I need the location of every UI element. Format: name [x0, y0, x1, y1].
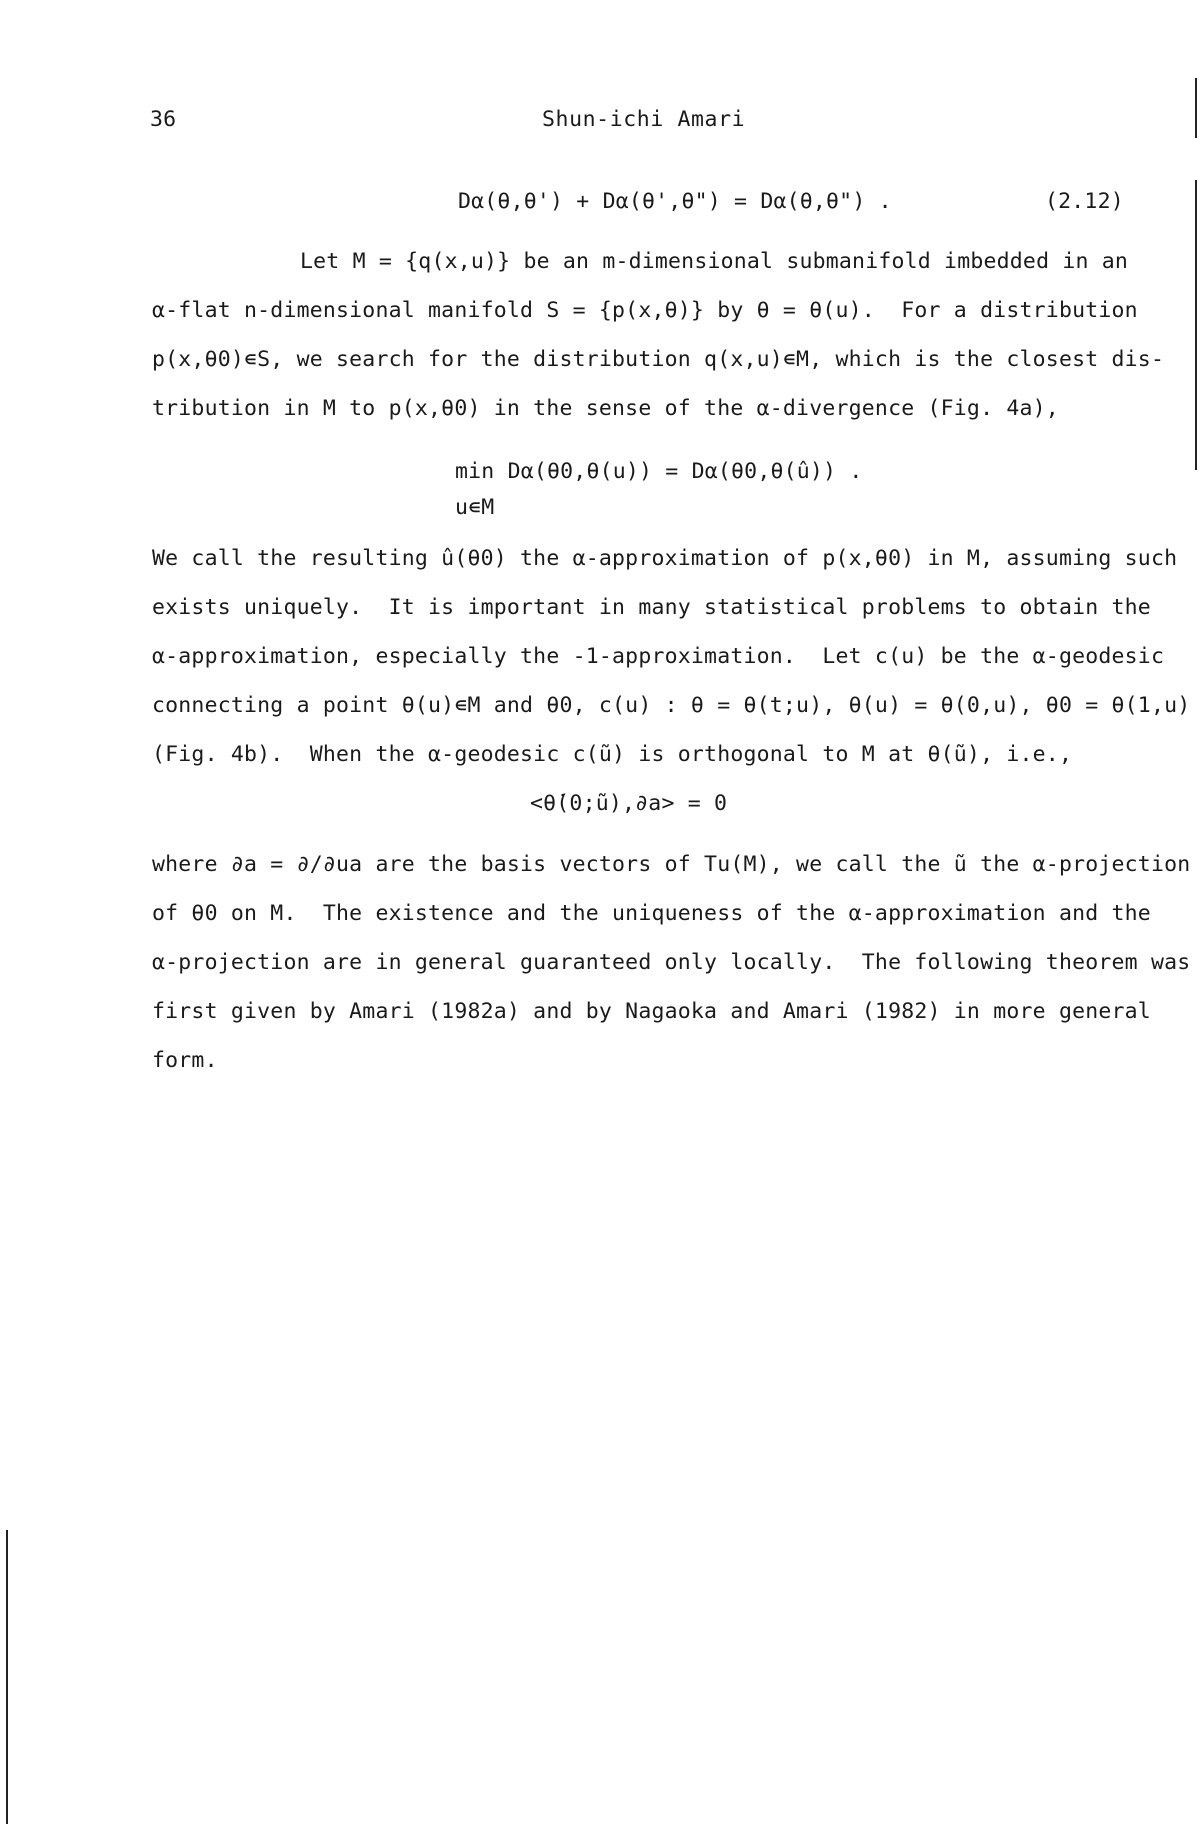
paragraph-3-line: form.: [152, 1048, 218, 1073]
page-number: 36: [150, 107, 177, 132]
equation-number: (2.12): [1045, 189, 1124, 214]
running-head: Shun-ichi Amari: [542, 107, 746, 132]
paragraph-2-line: exists uniquely. It is important in many statistical problems to obtain the: [152, 595, 1151, 620]
paragraph-2-line: α-approximation, especially the -1-approximation. Let c(u) be the α-geodesic: [152, 644, 1165, 669]
orthogonality-equation: <θ̇(0;ũ),∂a> = 0: [530, 791, 728, 816]
scan-edge-mark: [6, 1530, 8, 1824]
paragraph-3-line: of θ0 on M. The existence and the uniqueness of the α-approximation and the: [152, 901, 1151, 926]
paragraph-3-line: first given by Amari (1982a) and by Nagaoka and Amari (1982) in more general: [152, 999, 1151, 1024]
paragraph-3-line: where ∂a = ∂/∂ua are the basis vectors of Tu(M), we call the ũ the α-projection: [152, 852, 1191, 877]
paragraph-2-line: connecting a point θ(u)∊M and θ0, c(u) : θ = θ(t;u), θ(u) = θ(0,u), θ0 = θ(1,u): [152, 693, 1191, 718]
paragraph-1-line: tribution in M to p(x,θ0) in the sense of the α-divergence (Fig. 4a),: [152, 396, 1059, 421]
equation-2-12: Dα(θ,θ') + Dα(θ',θ") = Dα(θ,θ") .: [458, 189, 892, 214]
paragraph-1-line: Let M = {q(x,u)} be an m-dimensional submanifold imbedded in an: [300, 249, 1129, 274]
min-equation: min Dα(θ0,θ(u)) = Dα(θ0,θ(û)) .: [455, 459, 863, 484]
paragraph-2-line: We call the resulting û(θ0) the α-approximation of p(x,θ0) in M, assuming such: [152, 546, 1178, 571]
paragraph-3-line: α-projection are in general guaranteed only locally. The following theorem was: [152, 950, 1191, 975]
paragraph-1-line: α-flat n-dimensional manifold S = {p(x,θ)} by θ = θ(u). For a distribution: [152, 298, 1138, 323]
scan-edge-mark: [1195, 180, 1197, 470]
paragraph-2-line: (Fig. 4b). When the α-geodesic c(ũ) is orthogonal to M at θ(ũ), i.e.,: [152, 742, 1073, 767]
paragraph-1-line: p(x,θ0)∊S, we search for the distribution q(x,u)∊M, which is the closest dis-: [152, 347, 1165, 372]
scan-edge-mark: [1195, 78, 1197, 138]
min-equation-subscript: u∊M: [455, 495, 495, 520]
